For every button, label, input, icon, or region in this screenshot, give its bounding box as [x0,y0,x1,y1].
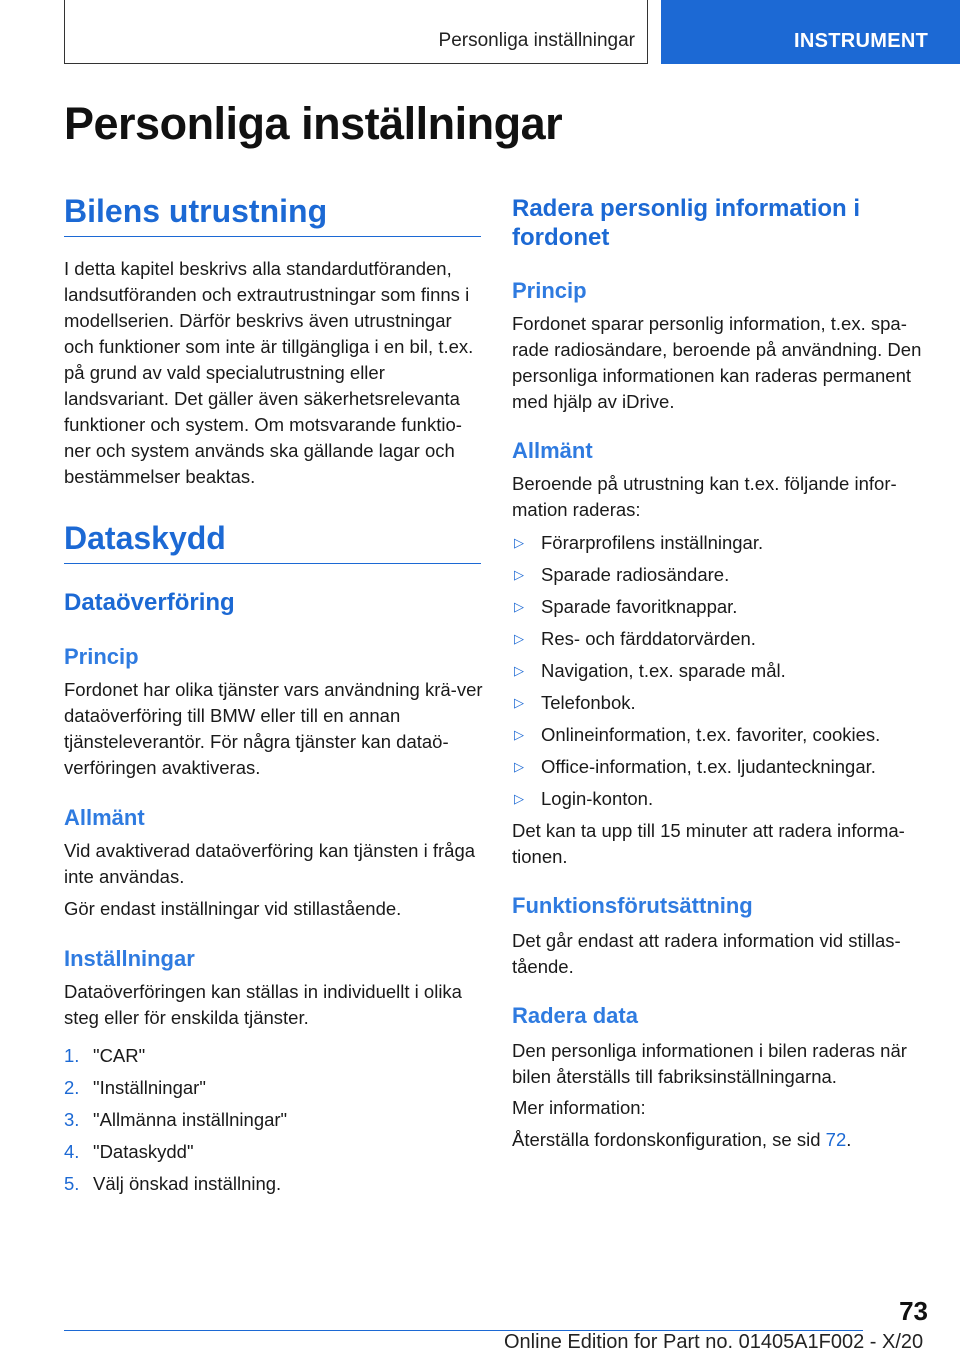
step-text: Välj önskad inställning. [93,1173,282,1194]
heading-funktionsforutsattning: Funktionsförutsättning [512,893,753,918]
triangle-bullet-icon: ▷ [514,631,524,646]
step-text: "Inställningar" [93,1077,206,1098]
bullet-text: Navigation, t.ex. sparade mål. [541,660,786,681]
heading-princip-left: Princip [64,644,139,669]
allmant-text2-left: Gör endast inställningar vid stillastående. [64,898,402,919]
step-text: "Allmänna inställningar" [93,1109,288,1130]
bullet-text: Login-konton. [541,788,654,809]
chapter-tab[interactable] [661,0,960,64]
mer-information-label: Mer information: [512,1097,646,1118]
heading-dataoverforing: Dataöverföring [64,589,235,616]
bullet-text: Telefonbok. [541,692,636,713]
bullet-text: Sparade favoritknappar. [541,596,738,617]
triangle-bullet-icon: ▷ [514,727,524,742]
reference-end: . [846,1129,852,1150]
reference-text: Återställa fordonskonfiguration, se sid [512,1129,826,1150]
triangle-bullet-icon: ▷ [514,791,524,806]
triangle-bullet-icon: ▷ [514,567,524,582]
heading-allmant-left: Allmänt [64,805,145,830]
allmant-after-text: Det kan ta upp till 15 minuter att radera informa-tionen. [512,820,905,867]
triangle-bullet-icon: ▷ [514,695,524,710]
triangle-bullet-icon: ▷ [514,535,524,550]
bullet-text: Res- och färddatorvärden. [541,628,756,649]
bullet-text: Onlineinformation, t.ex. favoriter, cookies. [541,724,881,745]
footer-edition: Online Edition for Part no. 01405A1F002 - X/20 [504,1331,924,1353]
heading-dataskydd: Dataskydd [64,520,481,564]
header-section-title: Personliga inställningar [438,30,635,51]
princip-text-right: Fordonet sparar personlig information, t.ex. spa-rade radiosändare, beroende på användning. Den personliga informationen kan raderas permanent med hjälp av iDrive. [512,313,922,412]
page-title: Personliga inställningar [64,98,563,149]
radera-data-text: Den personliga informationen i bilen raderas när bilen återställs till fabriksinställningarna. [512,1040,907,1087]
step-number: 3. [64,1109,80,1130]
header-section-box [64,0,648,64]
heading-radera-data: Radera data [512,1003,638,1028]
allmant-text1-left: Vid avaktiverad dataöverföring kan tjänsten i fråga inte användas. [64,840,476,887]
heading-radera-personlig-information: Radera personlig information i fordonet [512,195,861,251]
step-number: 1. [64,1045,80,1066]
heading-bilens-utrustning: Bilens utrustning [64,193,481,237]
step-text: "CAR" [93,1045,146,1066]
princip-text-left: Fordonet har olika tjänster vars användning krä-ver dataöverföring till BMW eller till en annan tjänsteleverantör. För några tjänster kan dataö-verföringen avaktiveras. [64,679,483,778]
step-number: 5. [64,1173,80,1194]
page-link[interactable]: 72 [825,1129,847,1150]
reference-line [512,1127,932,1153]
step-number: 2. [64,1077,80,1098]
bullet-text: Förarprofilens inställningar. [541,532,764,553]
funktion-text: Det går endast att radera information vid stillas-tående. [512,930,901,977]
step-number: 4. [64,1141,80,1162]
step-text: "Dataskydd" [93,1141,194,1162]
bilens-text: I detta kapitel beskrivs alla standardutföranden, landsutföranden och extrautrustningar som finns i modellserien. Därför beskrivs även utrustningar och funktioner som inte är tillgängliga i en bil, t.ex. på grund av vald specialutrustning eller landsvariant. Det gäller även säkerhetsrelevanta funktioner och system. Om motsvarande funktio-ner och system används ska gällande lagar och bestämmelser beaktas. [64,258,474,487]
page-number: 73 [899,1296,928,1326]
chapter-tab-label: INSTRUMENT [794,30,929,52]
triangle-bullet-icon: ▷ [514,599,524,614]
heading-princip-right: Princip [512,278,587,303]
triangle-bullet-icon: ▷ [514,663,524,678]
heading-installningar: Inställningar [64,946,195,971]
installningar-text: Dataöverföringen kan ställas in individuellt i olika steg eller för enskilda tjänster. [64,981,462,1028]
bullet-text: Office-information, t.ex. ljudanteckningar. [541,756,876,777]
heading-allmant-right: Allmänt [512,438,593,463]
allmant-text-right: Beroende på utrustning kan t.ex. följande infor-mation raderas: [512,473,897,520]
bullet-text: Sparade radiosändare. [541,564,730,585]
triangle-bullet-icon: ▷ [514,759,524,774]
